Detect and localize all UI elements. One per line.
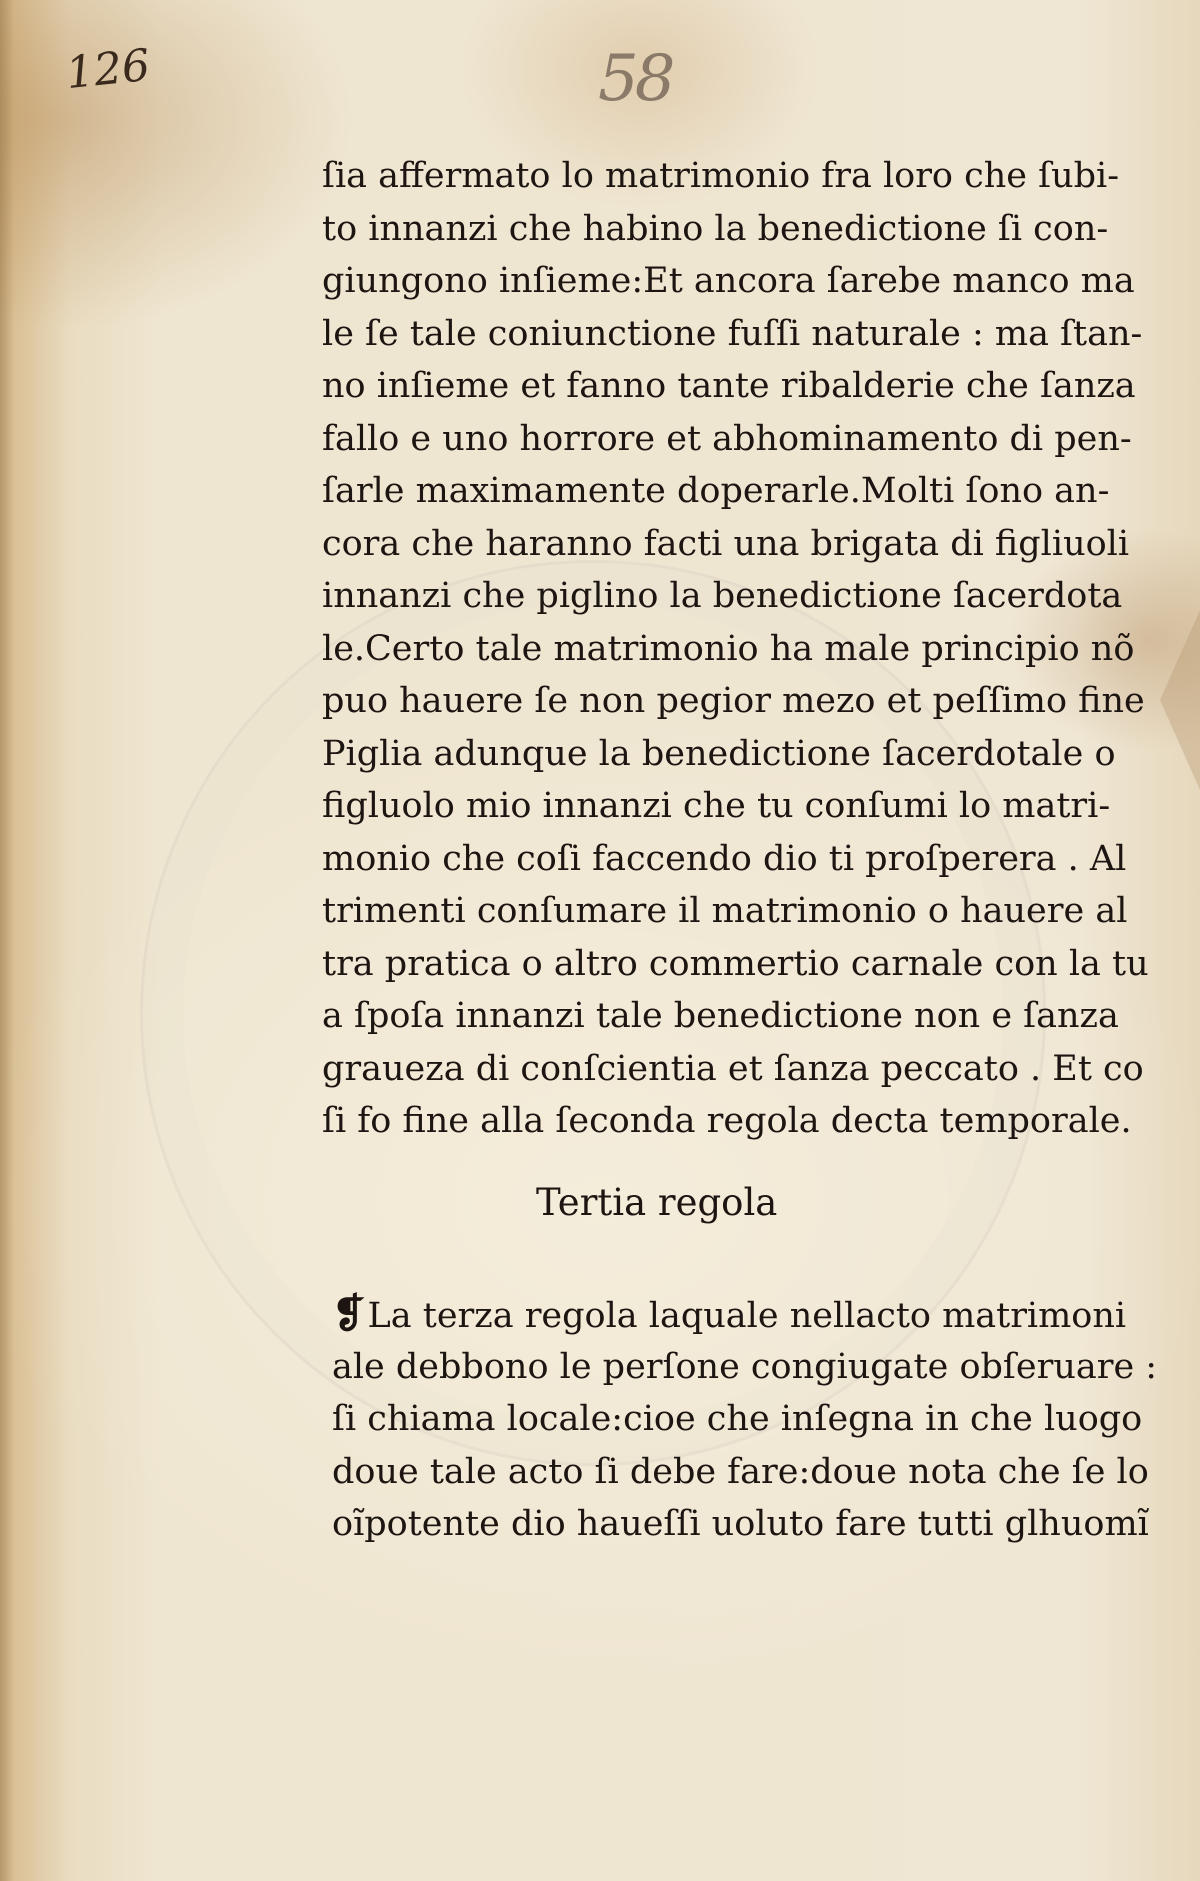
section-heading: Tertia regola xyxy=(536,1181,778,1224)
text-line: ſi fo fine alla ſeconda regola decta temporale. xyxy=(322,1101,1132,1141)
text-line: no inſieme et fanno tante ribalderie che ſanza xyxy=(322,366,1136,406)
text-line: ale debbono le perſone congiugate obſeruare : xyxy=(332,1346,1158,1387)
text-line: le ſe tale coniunctione fuſſi naturale : ma ſtan- xyxy=(322,313,1143,354)
handwritten-signature-mark: 58 xyxy=(598,42,672,116)
text-line: doue tale acto ſi debe fare:doue nota che ſe lo xyxy=(332,1451,1149,1492)
text-line: Piglia adunque la benedictione ſacerdotale o xyxy=(322,733,1116,774)
text-line: ſia affermato lo matrimonio fra loro che ſubi- xyxy=(322,156,1120,196)
text-line: ſi chiama locale:cioe che inſegna in che luogo xyxy=(332,1399,1143,1439)
text-line: monio che coſi faccendo dio ti proſperera . Al xyxy=(322,838,1127,879)
text-line: graueza di conſcientia et ſanza peccato . Et co xyxy=(322,1048,1144,1089)
text-line: ſarle maximamente doperarle.Molti ſono an- xyxy=(322,471,1110,511)
text-line: cora che haranno facti una brigata di figliuoli xyxy=(322,523,1130,564)
main-text-block xyxy=(322,150,1149,1148)
text-line: innanzi che piglino la benedictione ſacerdota xyxy=(322,576,1123,616)
text-line: fallo e uno horrore et abhominamento di pen- xyxy=(322,418,1132,459)
section-text-block xyxy=(332,1288,1158,1551)
text-line: to innanzi che habino la benedictione ſi con- xyxy=(322,208,1109,249)
text-line: le.Certo tale matrimonio ha male principio nõ xyxy=(322,628,1135,669)
pilcrow-icon: ❡ xyxy=(332,1290,360,1337)
text-line: tra pratica o altro commertio carnale con la tu xyxy=(322,943,1149,984)
page-edge-shadow xyxy=(0,0,14,1881)
torn-edge xyxy=(1160,610,1200,790)
text-line: oĩpotente dio haueſſi uoluto fare tutti glhuomĩ xyxy=(332,1504,1149,1544)
text-line: giungono inſieme:Et ancora ſarebe manco ma xyxy=(322,261,1135,301)
text-line: trimenti conſumare il matrimonio o hauere al xyxy=(322,891,1128,931)
text-line: a ſpoſa innanzi tale benedictione non e ſanza xyxy=(322,996,1119,1036)
text-line: puo hauere ſe non pegior mezo et peſſimo fine xyxy=(322,681,1145,721)
text-line-first xyxy=(332,1288,1152,1341)
text-line: figluolo mio innanzi che tu conſumi lo matri- xyxy=(322,786,1111,826)
text-line-content: La terza regola laquale nellacto matrimoni xyxy=(367,1296,1127,1336)
handwritten-folio-number: 126 xyxy=(63,39,153,100)
